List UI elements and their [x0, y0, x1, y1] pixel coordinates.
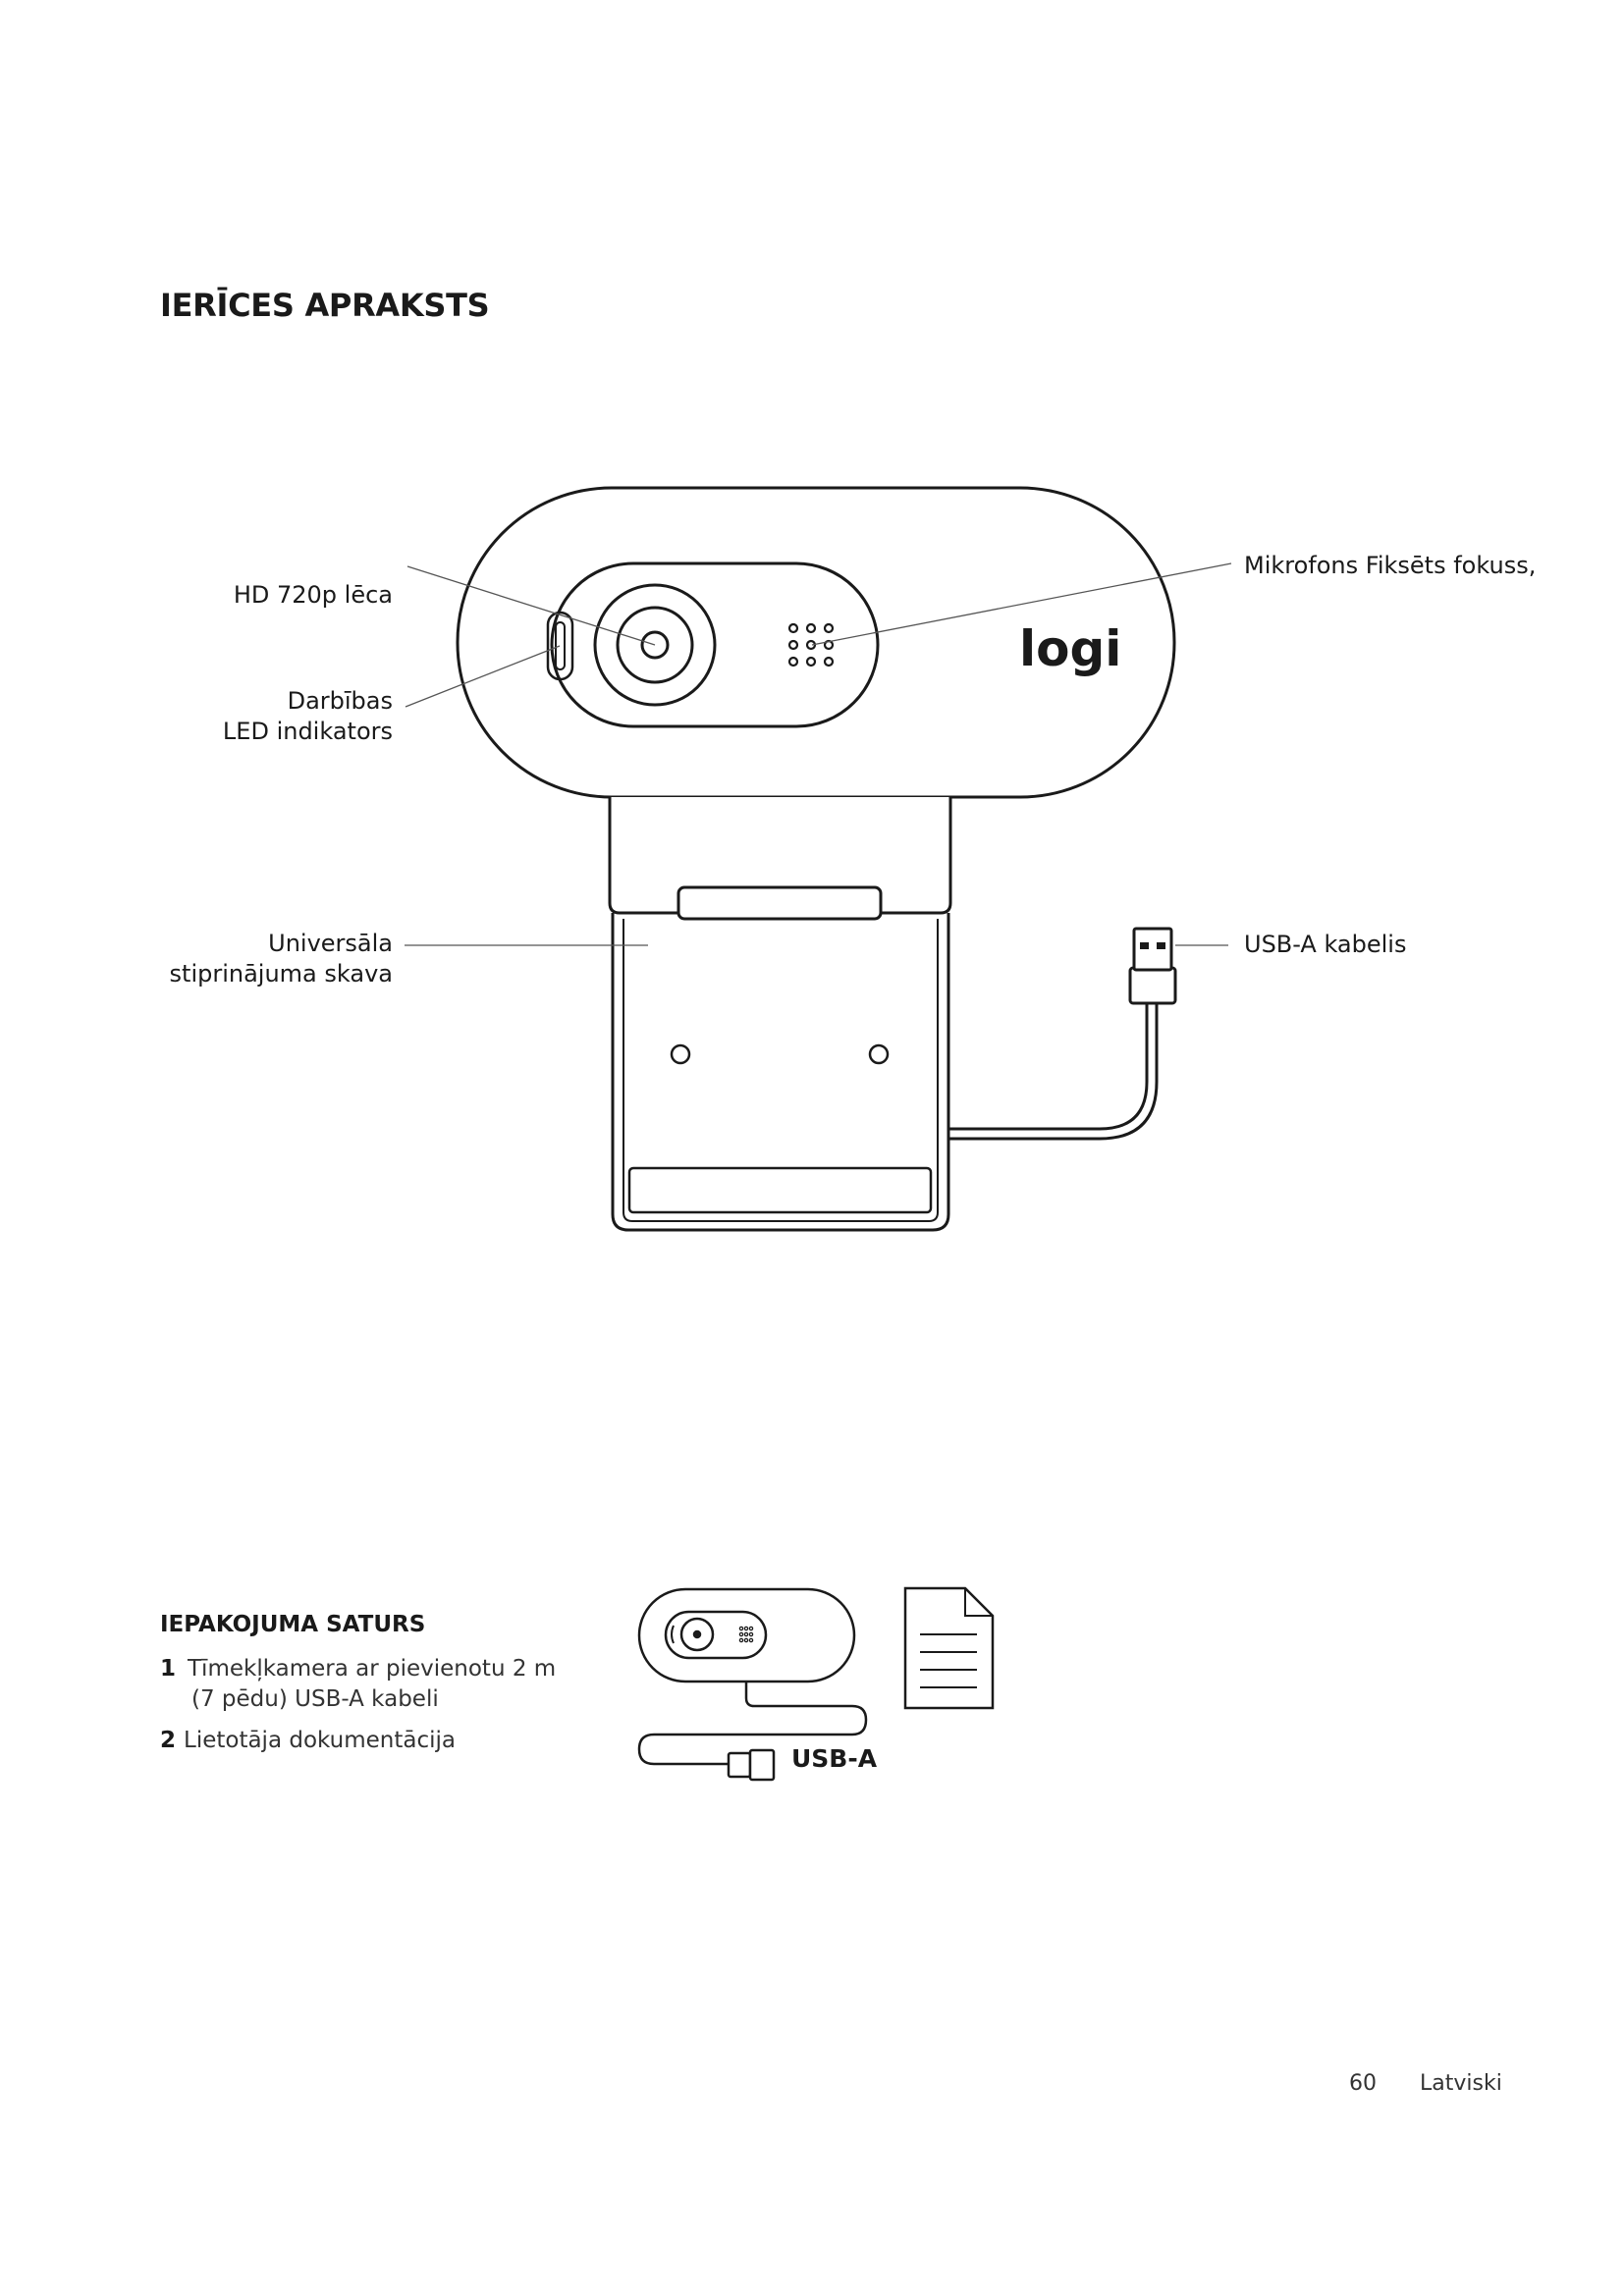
callout-led-line1: Darbības: [287, 687, 393, 715]
clip-hole-right: [870, 1045, 888, 1063]
package-item-2: [160, 1726, 456, 1756]
package-title: IEPAKOJUMA SATURS: [160, 1612, 426, 1637]
stand-hinge: [678, 887, 881, 919]
callout-clip: [170, 929, 393, 989]
callout-led-line2: LED indikators: [222, 718, 393, 745]
clip-outer: [613, 913, 948, 1230]
package-item-1: [160, 1654, 556, 1715]
callout-lens: HD 720p lēca: [233, 581, 393, 609]
clip-foot: [629, 1168, 931, 1212]
clip-hole-left: [672, 1045, 689, 1063]
camera-logo: logi: [1019, 620, 1122, 677]
callout-clip-line2: stiprinājuma skava: [169, 960, 393, 988]
callout-cable: USB-A kabelis: [1244, 931, 1407, 958]
footer-language: Latviski: [1420, 2071, 1502, 2096]
usb-plug-body: [1130, 968, 1175, 1003]
document-icon: [905, 1588, 993, 1708]
callout-clip-line1: Universāla: [268, 930, 393, 957]
page-number: 60: [1349, 2071, 1377, 2096]
pkg-usb-plug: [729, 1753, 750, 1777]
package-usb-label: USB-A: [791, 1744, 878, 1773]
package-item-1-line1: Tīmekļkamera ar pievienotu 2 m: [188, 1656, 557, 1682]
callout-led: [223, 686, 393, 747]
clip-inner: [623, 919, 938, 1221]
package-item-2-line1: Lietotāja dokumentācija: [184, 1728, 456, 1753]
package-item-1-line2: (7 pēdu) USB-A kabeli: [191, 1686, 439, 1712]
callout-mic: Mikrofons Fiksēts fokuss,: [1244, 552, 1537, 579]
usb-cable: [948, 1001, 1147, 1129]
usb-plug-connector: [1134, 929, 1171, 970]
package-item-2-num: 2: [160, 1728, 177, 1753]
package-item-1-num: 1: [160, 1656, 177, 1682]
page-title: IERĪCES APRAKSTS: [160, 287, 490, 324]
